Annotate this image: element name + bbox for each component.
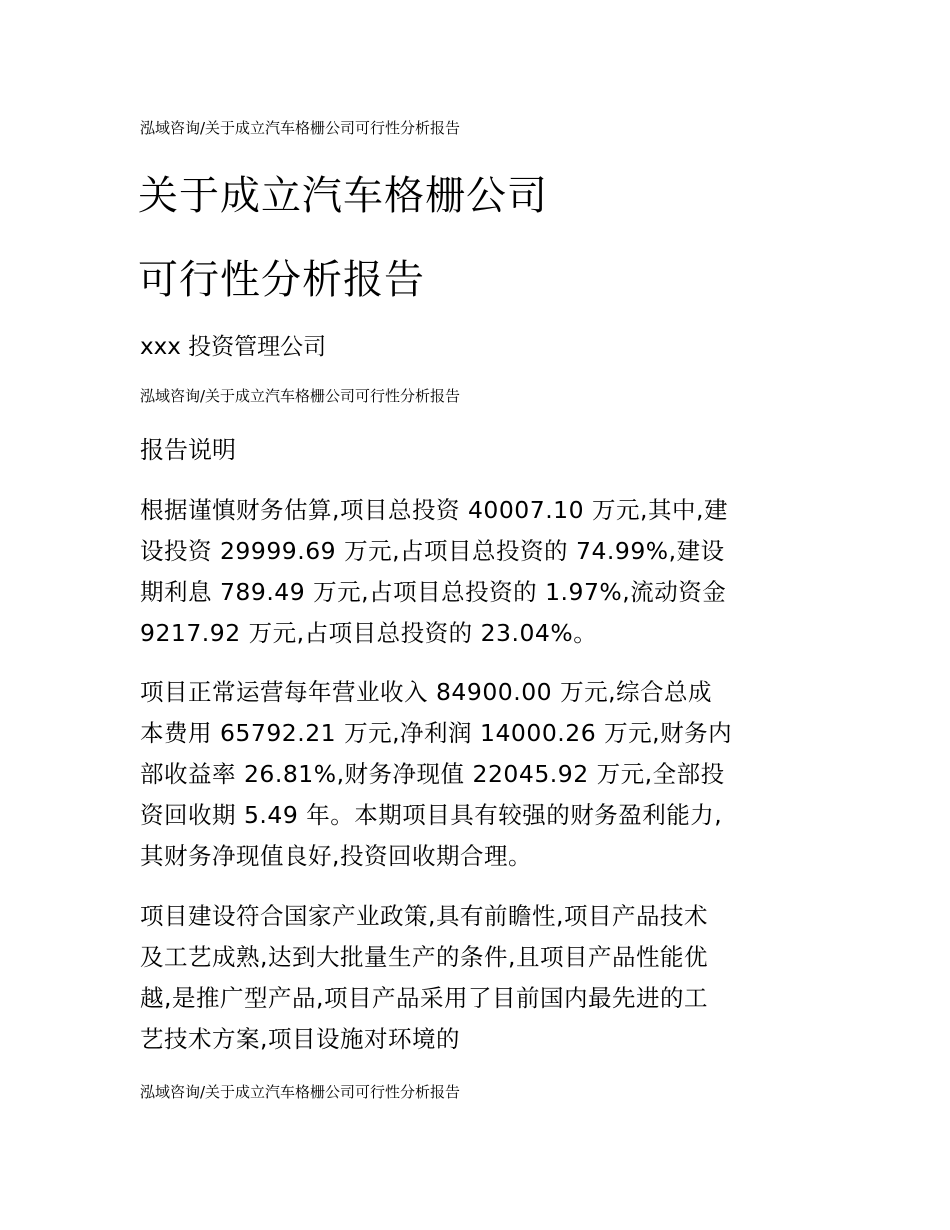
- paragraph-line: 艺技术方案,项目设施对环境的: [140, 1025, 460, 1053]
- running-header-bottom: 泓域咨询/关于成立汽车格栅公司可行性分析报告: [140, 1083, 461, 1101]
- company-name: xxx 投资管理公司: [140, 334, 327, 360]
- document-title-line-2: 可行性分析报告: [138, 257, 425, 303]
- running-header-top: 泓域咨询/关于成立汽车格栅公司可行性分析报告: [140, 119, 461, 137]
- paragraph-investment: [140, 490, 820, 654]
- paragraph-line: 设投资 29999.69 万元,占项目总投资的 74.99%,建设: [140, 537, 725, 565]
- paragraph-revenue: [140, 672, 820, 877]
- running-header-middle: 泓域咨询/关于成立汽车格栅公司可行性分析报告: [140, 387, 461, 405]
- paragraph-line: 资回收期 5.49 年。本期项目具有较强的财务盈利能力,: [140, 801, 723, 829]
- paragraph-line: 项目正常运营每年营业收入 84900.00 万元,综合总成: [140, 678, 713, 706]
- paragraph-policy: [140, 896, 820, 1060]
- paragraph-line: 根据谨慎财务估算,项目总投资 40007.10 万元,其中,建: [140, 496, 728, 524]
- section-heading-report-description: 报告说明: [140, 436, 236, 464]
- paragraph-line: 部收益率 26.81%,财务净现值 22045.92 万元,全部投: [140, 760, 725, 788]
- paragraph-line: 期利息 789.49 万元,占项目总投资的 1.97%,流动资金: [140, 578, 727, 606]
- paragraph-line: 越,是推广型产品,项目产品采用了目前国内最先进的工: [140, 984, 708, 1012]
- paragraph-line: 9217.92 万元,占项目总投资的 23.04%。: [140, 619, 598, 647]
- paragraph-line: 项目建设符合国家产业政策,具有前瞻性,项目产品技术: [140, 902, 708, 930]
- paragraph-line: 本费用 65792.21 万元,净利润 14000.26 万元,财务内: [140, 719, 733, 747]
- paragraph-line: 及工艺成熟,达到大批量生产的条件,且项目产品性能优: [140, 943, 708, 971]
- document-title-line-1: 关于成立汽车格栅公司: [138, 173, 548, 219]
- paragraph-line: 其财务净现值良好,投资回收期合理。: [140, 842, 532, 870]
